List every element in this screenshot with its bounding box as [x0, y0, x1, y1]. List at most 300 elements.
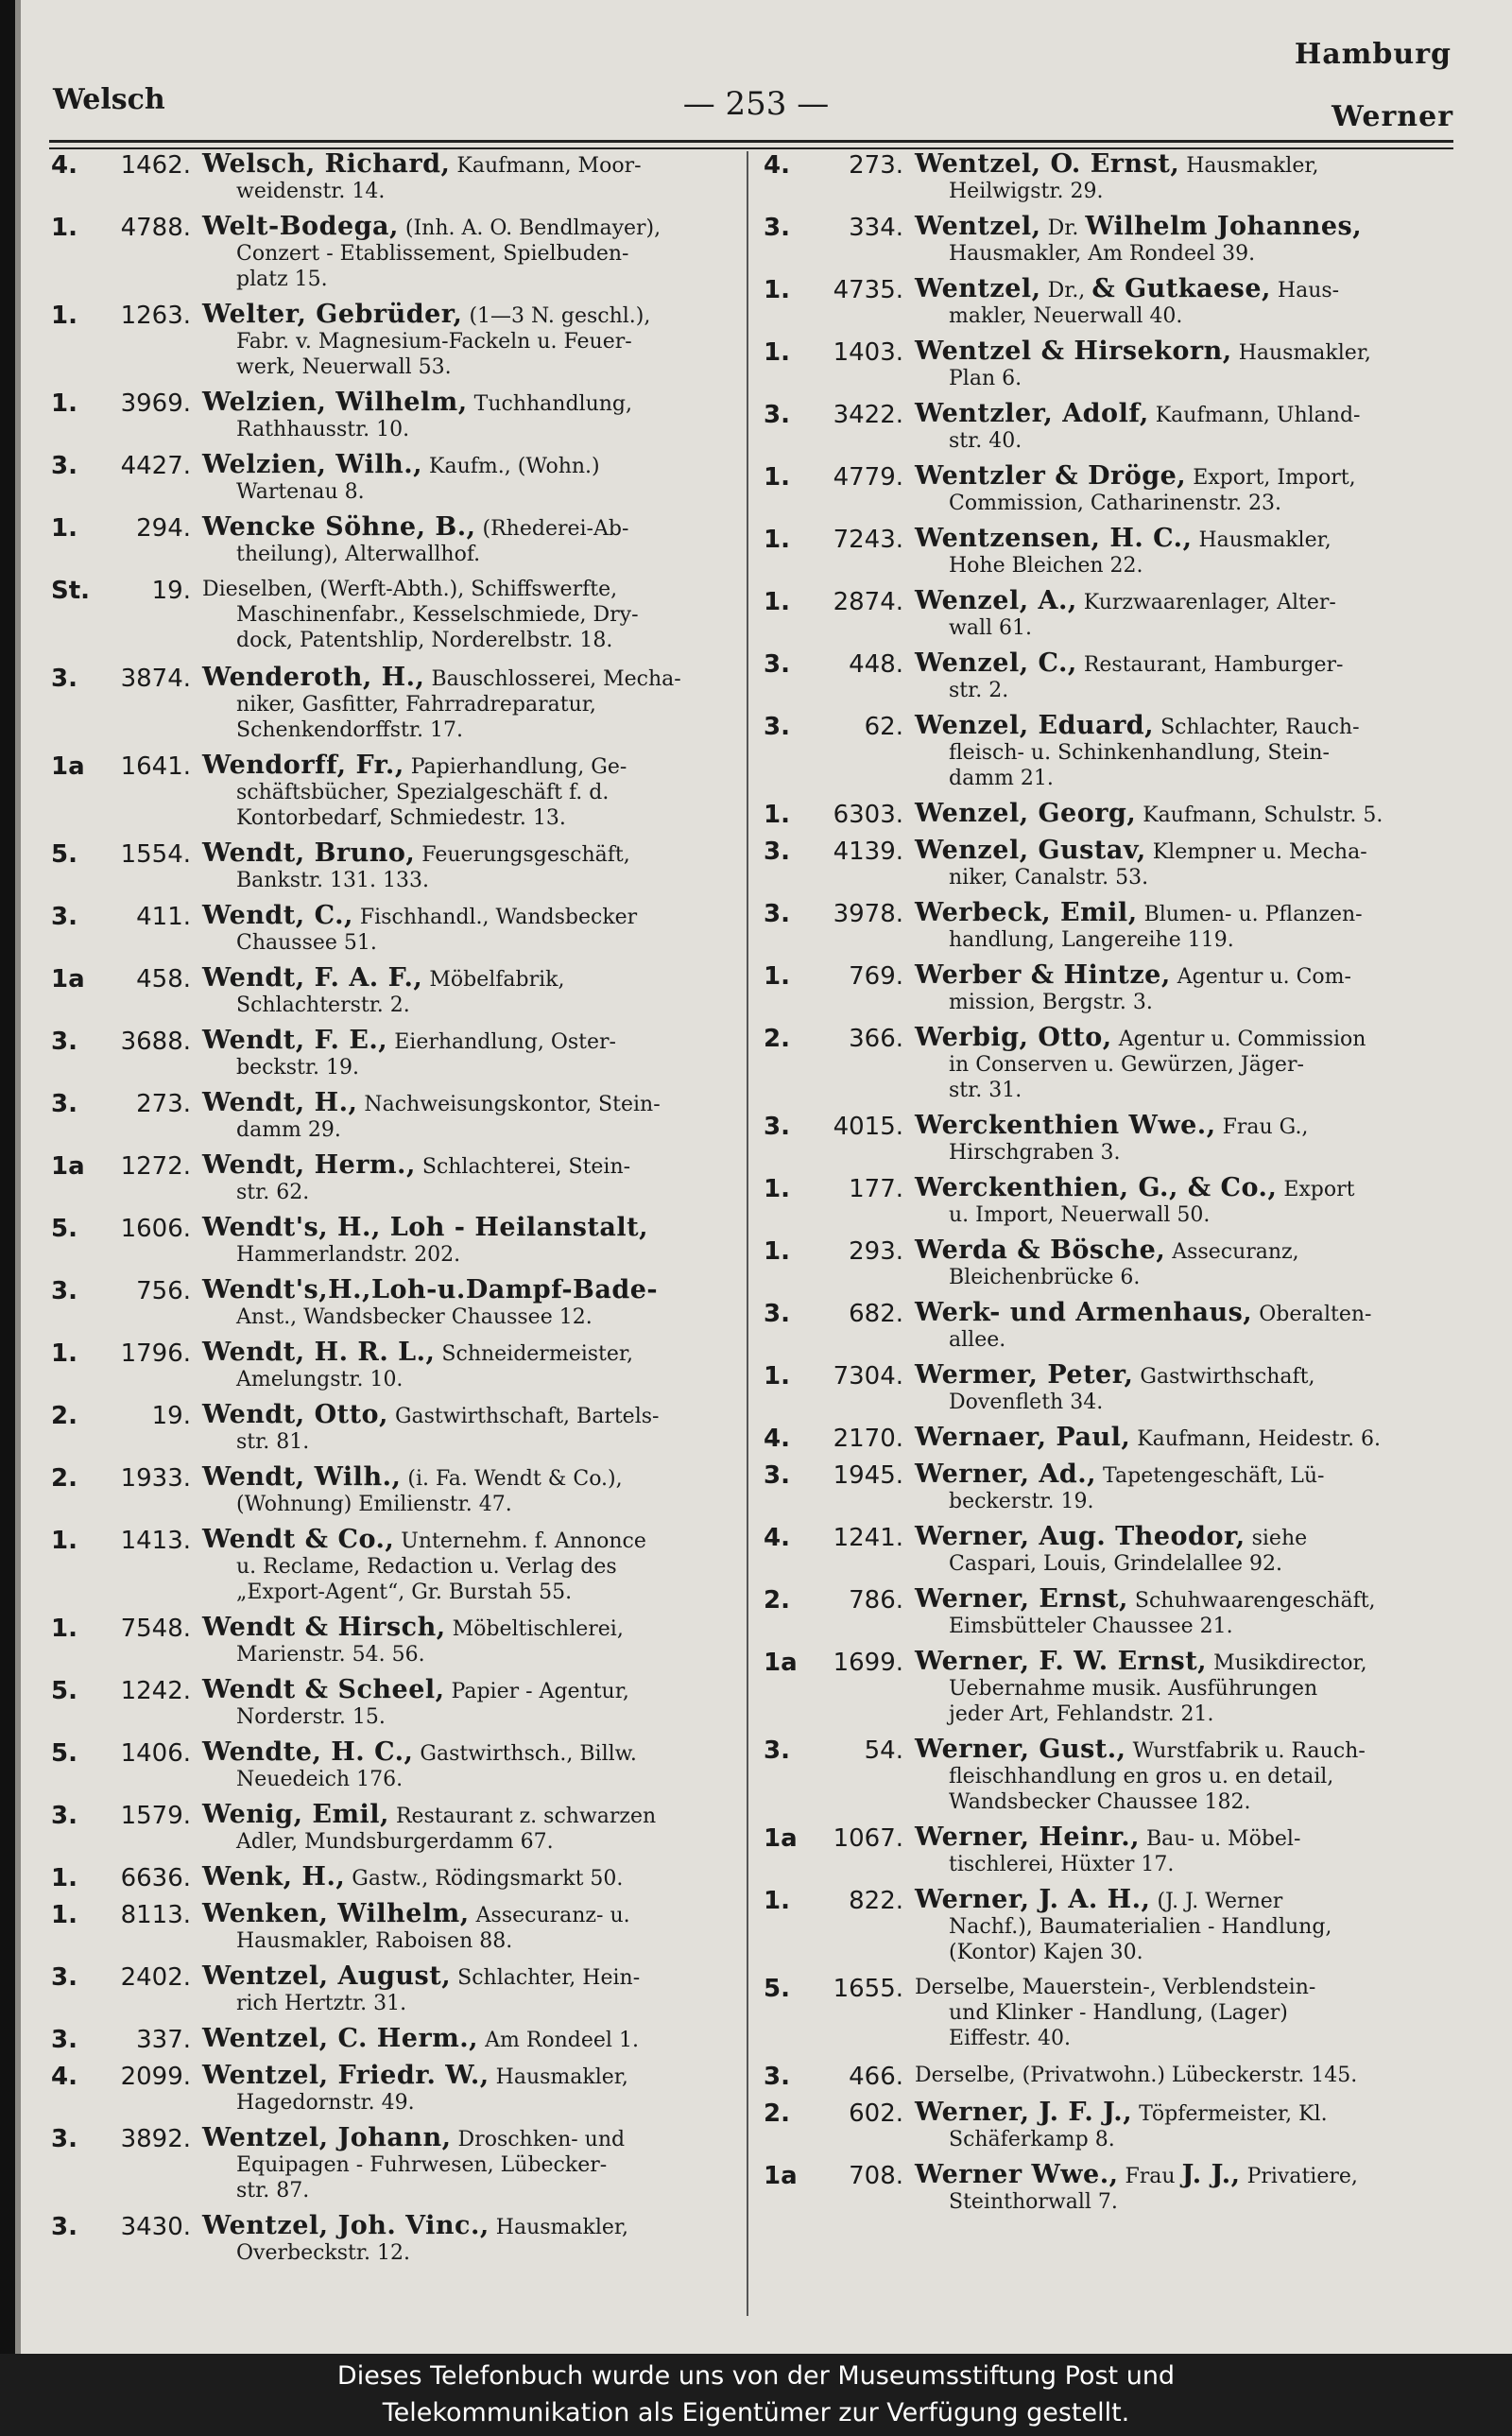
phone-number: 7548.	[120, 1615, 191, 1643]
entry-line-2: mission, Bergstr. 3.	[949, 991, 1153, 1014]
phone-number: 1067.	[833, 1824, 903, 1853]
entry-detail: Hausmakler,	[1238, 341, 1371, 365]
entry-line-1	[915, 1647, 1367, 1676]
phone-number: 708.	[849, 2162, 903, 2190]
entry-line-1	[915, 586, 1336, 615]
entry-text	[915, 1025, 1446, 1103]
subscriber-name: Wenzel, A.,	[915, 586, 1077, 615]
phone-number: 273.	[136, 1090, 191, 1118]
entry-detail: Frau	[1125, 2165, 1176, 2188]
phone-number: 4015.	[833, 1113, 903, 1141]
exchange-class: 3.	[51, 1963, 77, 1992]
subscriber-name: Werner, J. A. H.,	[915, 1885, 1151, 1914]
exchange-class: 1a	[51, 1152, 85, 1181]
entry-line-1	[202, 450, 600, 479]
entry-line-1	[202, 2024, 639, 2053]
exchange-class: 3.	[764, 1113, 790, 1141]
exchange-class: 1.	[51, 1339, 77, 1368]
entry-line-1	[202, 1525, 646, 1554]
phone-number: 1554.	[120, 840, 191, 869]
entry-detail: Hausmakler,	[495, 2216, 629, 2239]
entry-detail: Gastwirthschaft,	[1140, 1365, 1315, 1389]
exchange-class: 1a	[764, 2162, 798, 2190]
entry-text	[202, 1464, 722, 1517]
subscriber-name: Wendt, Otto,	[202, 1400, 388, 1429]
phone-number: 1462.	[120, 151, 191, 180]
entry-detail: Möbelfabrik,	[429, 968, 565, 992]
phone-number: 3969.	[120, 389, 191, 418]
subscriber-name: Wenzel, Gustav,	[915, 836, 1146, 865]
entry-text	[202, 2125, 722, 2203]
entry-detail: Töpfermeister, Kl.	[1139, 2102, 1328, 2126]
entry-text	[202, 2063, 722, 2116]
exchange-class: 3.	[764, 713, 790, 741]
entry-line-2: fleischhandlung en gros u. en detail,	[949, 1765, 1334, 1788]
exchange-class: 4.	[764, 1425, 790, 1453]
exchange-class: 1a	[51, 965, 85, 993]
phone-number: 62.	[864, 713, 903, 741]
entry-line-1	[202, 1899, 630, 1928]
entry-detail: Papierhandlung, Ge-	[410, 755, 627, 779]
entry-line-2: Overbeckstr. 12.	[236, 2241, 410, 2265]
subscriber-name: Werbig, Otto,	[915, 1023, 1112, 1052]
entry-detail: Bauschlosserei, Mecha-	[431, 667, 681, 691]
entry-line-3: werk, Neuerwall 53.	[236, 355, 452, 379]
entry-line-1	[915, 711, 1360, 740]
entry-text	[915, 463, 1446, 516]
entry-line-1	[915, 149, 1319, 179]
entry-detail: Assecuranz- u.	[475, 1904, 630, 1927]
exchange-class: 1.	[51, 214, 77, 242]
entry-text	[915, 1975, 1446, 2051]
entry-text	[915, 1586, 1446, 1639]
subscriber-name: Werner, F. W. Ernst,	[915, 1647, 1208, 1676]
exchange-class: 1.	[764, 526, 790, 554]
entry-detail: Schlachter, Rauch-	[1160, 716, 1360, 739]
entry-line-1	[202, 300, 651, 329]
entry-line-1	[202, 1862, 624, 1892]
subscriber-name: Wendt, Wilh.,	[202, 1462, 402, 1492]
phone-number: 682.	[849, 1300, 903, 1328]
entry-line-1	[915, 898, 1363, 927]
entry-detail: Gastwirthsch., Billw.	[420, 1742, 637, 1766]
phone-number: 2099.	[120, 2063, 191, 2091]
entry-line-2: Schlachterstr. 2.	[236, 993, 410, 1017]
entry-detail: Bau- u. Möbel-	[1146, 1827, 1301, 1851]
entry-line-1	[202, 578, 617, 601]
phone-number: 4139.	[833, 838, 903, 866]
entry-line-1	[915, 399, 1361, 428]
subscriber-name: Werbeck, Emil,	[915, 898, 1138, 927]
entry-line-1	[915, 1111, 1309, 1140]
phone-number: 1241.	[833, 1524, 903, 1552]
exchange-class: 3.	[51, 2125, 77, 2153]
exchange-class: 3.	[764, 1736, 790, 1765]
entry-line-2: Maschinenfabr., Kesselschmiede, Dry-	[236, 603, 639, 627]
entry-text	[915, 900, 1446, 953]
exchange-class: 2.	[51, 1464, 77, 1493]
header-left-word: Welsch	[53, 83, 165, 116]
entry-line-2: Equipagen - Fuhrwesen, Lübecker-	[236, 2153, 608, 2177]
exchange-class: 2.	[51, 1402, 77, 1430]
phone-number: 786.	[849, 1586, 903, 1615]
entry-line-1	[202, 1961, 641, 1991]
entry-text	[915, 1736, 1446, 1815]
subscriber-name-2: J. J.,	[1181, 2160, 1241, 2189]
subscriber-name: Wentzel, Johann,	[202, 2123, 452, 2152]
entry-line-2: weidenstr. 14.	[236, 180, 386, 203]
subscriber-name: Werner, Ernst,	[915, 1584, 1128, 1614]
phone-number: 294.	[136, 514, 191, 543]
entry-detail: Tuchhandlung,	[473, 392, 632, 416]
entry-line-2: fleisch- u. Schinkenhandlung, Stein-	[949, 741, 1330, 765]
phone-number: 602.	[849, 2099, 903, 2128]
entry-text	[915, 151, 1446, 204]
entry-text	[202, 389, 722, 442]
entry-text	[202, 514, 722, 567]
entry-text	[202, 665, 722, 743]
phone-number: 1606.	[120, 1215, 191, 1243]
entry-line-1	[915, 1976, 1315, 1999]
phone-number: 19.	[151, 577, 191, 605]
subscriber-name: Welt-Bodega,	[202, 212, 399, 241]
entry-line-1	[915, 461, 1356, 491]
entry-line-2: niker, Canalstr. 53.	[949, 866, 1149, 890]
exchange-class: 1.	[764, 962, 790, 991]
subscriber-name: Wendt, F. A. F.,	[202, 963, 423, 993]
entry-line-2: Conzert - Etablissement, Spielbuden-	[236, 242, 629, 266]
header-right-word: Werner	[1332, 100, 1453, 133]
entry-line-3: damm 21.	[949, 767, 1054, 790]
entry-line-1	[915, 2160, 1358, 2189]
header-rule	[49, 140, 1453, 143]
entry-line-1	[915, 1360, 1315, 1390]
phone-number: 769.	[849, 962, 903, 991]
entry-text	[202, 752, 722, 831]
entry-line-2: Hohe Bleichen 22.	[949, 554, 1143, 578]
subscriber-name: Werner, J. F. J.,	[915, 2098, 1133, 2127]
subscriber-name: Wendt's, H., Loh - Heilanstalt,	[202, 1213, 649, 1242]
entry-line-2: niker, Gasfitter, Fahrradreparatur,	[236, 693, 596, 717]
entry-detail: Kaufmann, Moor-	[456, 154, 642, 178]
entry-detail: Unternehm. f. Annonce	[401, 1529, 646, 1553]
exchange-class: 3.	[51, 1277, 77, 1305]
subscriber-name: Wentzel, August,	[202, 1961, 452, 1991]
entry-detail: Hausmakler,	[495, 2065, 628, 2089]
entry-text	[915, 1824, 1446, 1877]
entry-line-1	[915, 1584, 1376, 1614]
entry-line-3: „Export-Agent“, Gr. Burstah 55.	[236, 1581, 573, 1604]
subscriber-name: Wendt's,H.,Loh-u.Dampf-Bade-	[202, 1275, 659, 1304]
exchange-class: 5.	[51, 1677, 77, 1705]
entry-line-2: Fabr. v. Magnesium-Fackeln u. Feuer-	[236, 330, 632, 354]
entry-line-2: str. 40.	[949, 429, 1022, 453]
phone-number: 4427.	[120, 452, 191, 480]
exchange-class: St.	[51, 577, 91, 605]
exchange-class: 2.	[764, 1025, 790, 1053]
subscriber-name: Wendt, C.,	[202, 901, 353, 930]
subscriber-name-2: Wilhelm Johannes,	[1085, 212, 1363, 241]
exchange-class: 1.	[764, 1362, 790, 1391]
exchange-class: 3.	[764, 2063, 790, 2091]
phone-number: 1579.	[120, 1802, 191, 1830]
entry-detail: Eierhandlung, Oster-	[394, 1030, 616, 1054]
entry-line-3: Kontorbedarf, Schmiedestr. 13.	[236, 806, 566, 830]
entry-line-1	[915, 960, 1351, 990]
entry-text	[202, 965, 722, 1018]
entry-detail: Derselbe, (Privatwohn.) Lübeckerstr. 145.	[915, 2064, 1358, 2087]
entry-line-2: Rathhausstr. 10.	[236, 418, 410, 441]
phone-number: 822.	[849, 1887, 903, 1915]
exchange-class: 4.	[764, 1524, 790, 1552]
exchange-class: 5.	[51, 1215, 77, 1243]
entry-line-1	[915, 648, 1344, 678]
exchange-class: 3.	[764, 900, 790, 928]
entry-text	[915, 2099, 1446, 2152]
subscriber-name: Wendt, F. E.,	[202, 1026, 388, 1055]
phone-number: 4735.	[833, 276, 903, 304]
exchange-class: 3.	[51, 1090, 77, 1118]
entry-line-2: Caspari, Louis, Grindelallee 92.	[949, 1552, 1282, 1576]
phone-number: 1699.	[833, 1649, 903, 1677]
phone-number: 1641.	[120, 752, 191, 781]
exchange-class: 3.	[764, 401, 790, 429]
exchange-class: 4.	[764, 151, 790, 180]
phone-number: 1406.	[120, 1739, 191, 1768]
phone-number: 3978.	[833, 900, 903, 928]
subscriber-name: Wentzel, Joh. Vinc.,	[202, 2211, 490, 2240]
entry-line-3: Wandsbecker Chaussee 182.	[949, 1790, 1251, 1814]
entry-text	[202, 1739, 722, 1792]
exchange-class: 3.	[51, 2026, 77, 2054]
entry-line-2: wall 61.	[949, 616, 1032, 640]
phone-number: 19.	[151, 1402, 191, 1430]
phone-number: 366.	[849, 1025, 903, 1053]
entry-detail: Musikdirector,	[1213, 1651, 1367, 1675]
entry-text	[202, 452, 722, 505]
entry-text	[915, 801, 1446, 828]
subscriber-name: Wendt, H. R. L.,	[202, 1338, 436, 1367]
entry-line-2: Bleichenbrücke 6.	[949, 1266, 1141, 1289]
entry-line-2: tischlerei, Hüxter 17.	[949, 1853, 1175, 1876]
phone-number: 177.	[849, 1175, 903, 1203]
entry-line-1	[915, 1735, 1366, 1764]
entry-detail: siehe	[1251, 1527, 1308, 1550]
entry-line-3: Schenkendorffstr. 17.	[236, 718, 463, 742]
entry-line-2: Schäferkamp 8.	[949, 2128, 1115, 2151]
entry-line-2: theilung), Alterwallhof.	[236, 543, 481, 566]
entry-line-3: str. 87.	[236, 2179, 310, 2203]
entry-detail: Restaurant, Hamburger-	[1083, 653, 1344, 677]
entry-line-2: Dovenfleth 34.	[949, 1391, 1104, 1414]
entry-detail: (i. Fa. Wendt & Co.),	[407, 1467, 623, 1491]
entry-line-1	[915, 799, 1383, 828]
entry-text	[915, 2162, 1446, 2215]
entry-text	[202, 2026, 722, 2053]
exchange-class: 1.	[764, 1175, 790, 1203]
entry-detail: Droschken- und	[457, 2128, 626, 2151]
entry-line-1	[915, 2064, 1357, 2087]
subscriber-name: Wentzensen, H. C.,	[915, 524, 1193, 553]
entry-line-1	[202, 1150, 631, 1180]
entry-line-1	[915, 1522, 1308, 1551]
phone-number: 3430.	[120, 2213, 191, 2241]
entry-text	[915, 838, 1446, 890]
entry-line-2: schäftsbücher, Spezialgeschäft f. d.	[236, 781, 610, 804]
entry-detail: Export	[1283, 1178, 1355, 1201]
entry-detail: Klempner u. Mecha-	[1152, 840, 1367, 864]
footer-line-1: Dieses Telefonbuch wurde uns von der Museumsstiftung Post und	[336, 2361, 1176, 2391]
subscriber-name: Wernaer, Paul,	[915, 1423, 1131, 1452]
subscriber-name: Wenzel, Eduard,	[915, 711, 1155, 740]
entry-text	[915, 1237, 1446, 1290]
entry-detail: Dr.,	[1047, 279, 1086, 302]
exchange-class: 4.	[51, 151, 77, 180]
entry-line-1	[202, 2061, 628, 2090]
phone-number: 2170.	[833, 1425, 903, 1453]
entry-line-1	[202, 1338, 633, 1367]
entry-line-1	[915, 1173, 1355, 1202]
subscriber-name: Werber & Hintze,	[915, 960, 1171, 990]
entry-line-1	[915, 1885, 1283, 1914]
entry-text	[915, 1425, 1446, 1452]
entry-text	[915, 2063, 1446, 2088]
entry-line-1	[915, 212, 1363, 241]
entry-detail: (Inh. A. O. Bendlmayer),	[404, 216, 662, 240]
entry-text	[202, 1152, 722, 1205]
entry-text	[915, 1300, 1446, 1353]
entry-line-1	[202, 838, 630, 868]
subscriber-name: Wenken, Wilhelm,	[202, 1899, 470, 1928]
entry-line-2: allee.	[949, 1328, 1006, 1352]
exchange-class: 3.	[51, 1028, 77, 1056]
column-divider	[747, 151, 748, 2316]
entry-text	[915, 1362, 1446, 1415]
entry-line-1	[915, 1235, 1299, 1265]
subscriber-name: Wenderoth, H.,	[202, 663, 425, 692]
phone-number: 7304.	[833, 1362, 903, 1391]
entry-line-1	[915, 1460, 1325, 1489]
entry-detail: Wurstfabrik u. Rauch-	[1132, 1739, 1366, 1763]
entry-line-1	[915, 524, 1332, 553]
exchange-class: 1.	[51, 1901, 77, 1929]
phone-number: 458.	[136, 965, 191, 993]
exchange-class: 3.	[51, 1802, 77, 1830]
entry-text	[202, 840, 722, 893]
entry-detail: Papier - Agentur,	[451, 1680, 629, 1703]
entry-line-1	[202, 1737, 637, 1767]
subscriber-name: Welzien, Wilh.,	[202, 450, 423, 479]
subscriber-name: Welsch, Richard,	[202, 149, 451, 179]
entry-line-1	[202, 2123, 626, 2152]
entry-line-2: Adler, Mundsburgerdamm 67.	[236, 1830, 554, 1854]
entry-line-2: beckstr. 19.	[236, 1056, 359, 1080]
entry-text	[202, 151, 722, 204]
entry-line-2: Hammerlandstr. 202.	[236, 1243, 461, 1267]
exchange-class: 1.	[764, 1237, 790, 1266]
entry-line-3: str. 31.	[949, 1079, 1022, 1102]
exchange-class: 5.	[51, 840, 77, 869]
subscriber-name: Wentzel, O. Ernst,	[915, 149, 1180, 179]
entry-detail: Hausmakler,	[1198, 528, 1332, 552]
entry-line-3: platz 15.	[236, 268, 328, 291]
entry-text	[202, 577, 722, 653]
subscriber-name: Wentzel,	[915, 274, 1041, 303]
entry-line-2: Steinthorwall 7.	[949, 2190, 1118, 2214]
entry-line-2: Hirschgraben 3.	[949, 1141, 1121, 1165]
exchange-class: 1.	[764, 588, 790, 616]
subscriber-name: Wendt, Herm.,	[202, 1150, 416, 1180]
entry-text	[915, 962, 1446, 1015]
phone-number: 6303.	[833, 801, 903, 829]
entry-text	[202, 1963, 722, 2016]
exchange-class: 1.	[51, 1527, 77, 1555]
entry-line-1	[202, 512, 629, 542]
page-number: — 253 —	[682, 85, 830, 123]
exchange-class: 3.	[764, 650, 790, 679]
entry-line-2: Norderstr. 15.	[236, 1705, 386, 1729]
entry-line-2: rich Hertztr. 31.	[236, 1992, 407, 2015]
subscriber-name: Wenzel, C.,	[915, 648, 1077, 678]
entry-detail-tail: Privatiere,	[1246, 2165, 1358, 2188]
phone-number: 3688.	[120, 1028, 191, 1056]
subscriber-name: Welter, Gebrüder,	[202, 300, 463, 329]
exchange-class: 3.	[764, 1300, 790, 1328]
phone-number: 756.	[136, 1277, 191, 1305]
phone-number: 1933.	[120, 1464, 191, 1493]
exchange-class: 4.	[51, 2063, 77, 2091]
phone-number: 448.	[849, 650, 903, 679]
exchange-class: 1.	[51, 302, 77, 330]
exchange-class: 1.	[51, 389, 77, 418]
entry-line-1	[202, 751, 627, 780]
entry-detail: Agentur u. Commission	[1118, 1028, 1366, 1051]
subscriber-name: Wenig, Emil,	[202, 1800, 389, 1829]
exchange-class: 1.	[764, 1887, 790, 1915]
entry-detail: (J. J. Werner	[1157, 1890, 1283, 1913]
subscriber-name: Werckenthien, G., & Co.,	[915, 1173, 1278, 1202]
subscriber-name: Wendt & Hirsch,	[202, 1613, 446, 1642]
header-city: Hamburg	[1294, 38, 1452, 71]
entry-line-1	[202, 1275, 659, 1304]
entry-detail: Fischhandl., Wandsbecker	[359, 906, 638, 929]
phone-number: 1242.	[120, 1677, 191, 1705]
entry-detail-tail: Haus-	[1277, 279, 1340, 302]
entry-line-1	[915, 1023, 1366, 1052]
exchange-class: 1.	[764, 276, 790, 304]
entry-line-1	[915, 2098, 1328, 2127]
entry-line-1	[202, 1400, 660, 1429]
entry-line-2: u. Reclame, Redaction u. Verlag des	[236, 1555, 617, 1579]
entry-line-2: handlung, Langereihe 119.	[949, 928, 1234, 952]
entry-text	[202, 1527, 722, 1605]
exchange-class: 5.	[51, 1739, 77, 1768]
subscriber-name: Wentzler, Adolf,	[915, 399, 1149, 428]
entry-line-3: jeder Art, Fehlandstr. 21.	[949, 1702, 1214, 1726]
entry-detail: Frau G.,	[1222, 1115, 1309, 1139]
entry-detail: Dieselben, (Werft-Abth.), Schiffswerfte,	[202, 578, 618, 601]
entry-text	[202, 1402, 722, 1455]
phone-number: 54.	[864, 1736, 903, 1765]
entry-detail: Kaufmann, Heidestr. 6.	[1137, 1427, 1381, 1451]
subscriber-name: Wentzel,	[915, 212, 1041, 241]
entry-line-1	[202, 149, 642, 179]
entry-line-1	[202, 663, 681, 692]
entry-detail: Derselbe, Mauerstein-, Verblendstein-	[915, 1976, 1316, 1999]
entry-detail: Kurzwaarenlager, Alter-	[1083, 591, 1336, 614]
phone-number: 1413.	[120, 1527, 191, 1555]
entry-line-1	[202, 963, 565, 993]
